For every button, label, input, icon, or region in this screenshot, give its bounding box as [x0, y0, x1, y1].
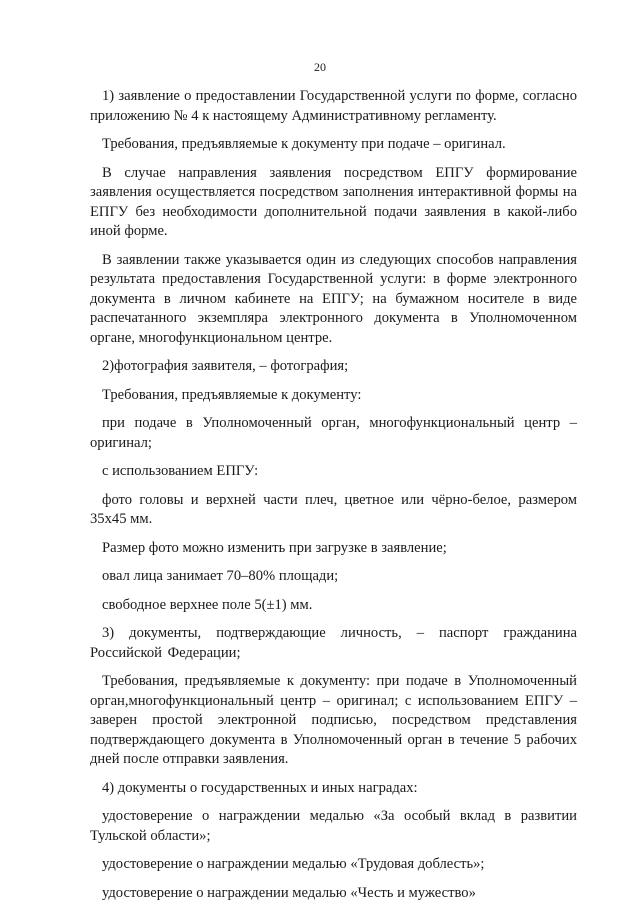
- page-number: 20: [314, 60, 326, 74]
- paragraph-award-tula: удостоверение о награждении медалью «За особый вклад в развитии Тульской области»;: [90, 808, 577, 844]
- paragraph-identity-docs: 3) документы, подтверждающие личность, – паспорт гражданина Российской Федерации;: [90, 625, 577, 661]
- paragraph-photo-epgu: с использованием ЕПГУ:: [102, 463, 259, 479]
- paragraph-award-labor: удостоверение о награждении медалью «Трудовая доблесть»;: [102, 856, 485, 872]
- paragraph-award-honor: удостоверение о награждении медалью «Честь и мужество»: [102, 884, 476, 901]
- paragraph-requirements-original: Требования, предъявляемые к документу при подаче – оригинал.: [102, 136, 506, 152]
- paragraph-result-delivery: В заявлении также указывается один из следующих способов направления результата предоставления Государственной услуги: в форме электронного документа в личном кабинете на ЕПГУ; на бумажном носителе в виде распечатанного экземпляра электронного документа в Уполномоченном органе, многофункциональном центре.: [90, 251, 577, 346]
- paragraph-application: 1) заявление о предоставлении Государственной услуги по форме, согласно приложению № 4 к настоящему Административному регламенту.: [90, 88, 577, 124]
- paragraph-photo-size: фото головы и верхней части плеч, цветное или чёрно-белое, размером 35х45 мм.: [90, 491, 577, 527]
- paragraph-identity-requirements: Требования, предъявляемые к документу: при подаче в Уполномоченный орган,многофункциональный центр – оригинал; с использованием ЕПГУ – заверен простой электронной подписью, посредством представления подтверждающего документа в Уполномоченный орган в течение 5 рабочих дней после отправки заявления.: [90, 673, 577, 767]
- paragraph-photo-in-person: при подаче в Уполномоченный орган, многофункциональный центр – оригинал;: [90, 415, 577, 451]
- paragraph-face-oval: овал лица занимает 70–80% площади;: [102, 568, 339, 584]
- document-body: [90, 87, 577, 912]
- paragraph-photo: 2)фотография заявителя, – фотография;: [102, 358, 349, 374]
- paragraph-photo-resize: Размер фото можно изменить при загрузке в заявление;: [102, 539, 447, 556]
- paragraph-awards: 4) документы о государственных и иных наградах:: [102, 779, 418, 796]
- paragraph-top-margin: свободное верхнее поле 5(±1) мм.: [102, 596, 313, 613]
- paragraph-photo-requirements: Требования, предъявляемые к документу:: [102, 386, 362, 403]
- paragraph-epgu-submission: В случае направления заявления посредством ЕПГУ формирование заявления осуществляется посредством заполнения интерактивной формы на ЕПГУ без необходимости дополнительной подачи заявления в какой-либо иной форме.: [90, 164, 577, 239]
